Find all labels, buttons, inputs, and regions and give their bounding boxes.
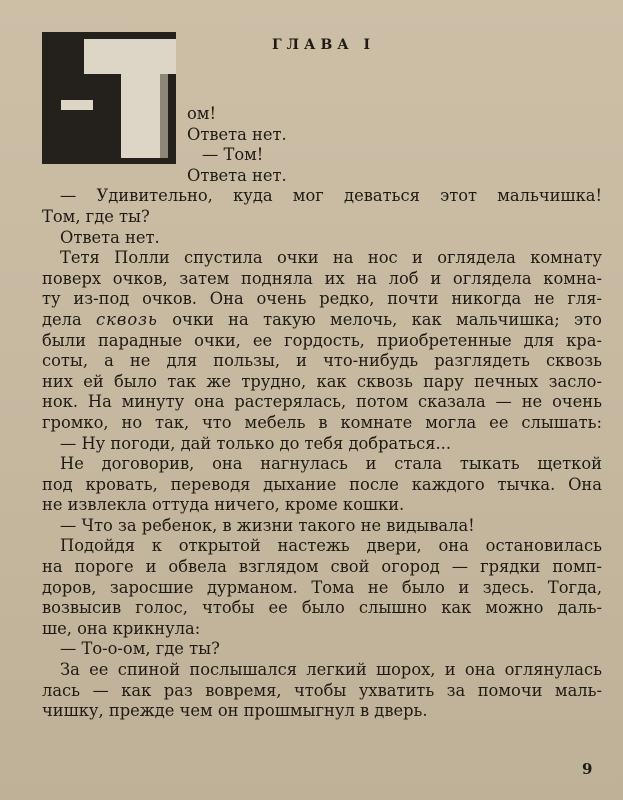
text-line: возвысив голос, чтобы ее было слышно как можно даль- bbox=[42, 598, 602, 618]
text-line: Ответа нет. bbox=[187, 124, 287, 144]
text-line: нок. На минуту она растерялась, потом сказала — не очень bbox=[42, 392, 602, 412]
text-line: За ее спиной послышался легкий шорох, и она оглянулась bbox=[60, 660, 602, 680]
text-line: — То-о-ом, где ты? bbox=[60, 639, 220, 659]
text-line: чишку, прежде чем он прошмыгнул в дверь. bbox=[42, 701, 428, 721]
text-line: — Что за ребенок, в жизни такого не видывала! bbox=[60, 515, 475, 535]
text-line: них ей было так же трудно, как сквозь пару печных засло- bbox=[42, 371, 602, 391]
page-number: 9 bbox=[582, 760, 593, 778]
text-line: не извлекла оттуда ничего, кроме кошки. bbox=[42, 495, 405, 515]
text-line: Подойдя к открытой настежь двери, она остановилась bbox=[60, 536, 602, 556]
text-line: на пороге и обвела взглядом свой огород — грядки помп- bbox=[42, 557, 602, 577]
text-line: Том, где ты? bbox=[42, 206, 150, 226]
text-line: громко, но так, что мебель в комнате могла ее слышать: bbox=[42, 412, 602, 432]
emphasized-word: сквозь bbox=[96, 309, 158, 329]
text-line: Тетя Полли спустила очки на нос и оглядела комнату bbox=[60, 248, 602, 268]
body-text bbox=[42, 104, 602, 722]
dropcap-bar-top bbox=[84, 39, 176, 74]
text-line: ом! bbox=[187, 104, 217, 123]
text-line: соты, а не для пользы, и что-нибудь разглядеть сквозь bbox=[42, 351, 602, 371]
text-line: — Удивительно, куда мог деваться этот мальчишка! bbox=[60, 186, 602, 206]
text-line: под кровать, переводя дыхание после каждого тычка. Она bbox=[42, 474, 602, 494]
text-line: — Ну погоди, дай только до тебя добраться... bbox=[60, 433, 451, 453]
text-line: доров, заросшие дурманом. Тома не было и здесь. Тогда, bbox=[42, 577, 602, 597]
text-line: лась — как раз вовремя, чтобы ухватить за помочи маль- bbox=[42, 680, 602, 700]
text-line: — Том! bbox=[202, 145, 264, 165]
text-line: дела сквозь очки на такую мелочь, как мальчишка; это bbox=[42, 309, 602, 329]
text-line: ше, она крикнула: bbox=[42, 618, 201, 638]
chapter-heading: ГЛАВА I bbox=[272, 37, 376, 53]
text-line: Ответа нет. bbox=[187, 165, 287, 185]
text-line: были парадные очки, ее гордость, приобретенные для кра- bbox=[42, 330, 602, 350]
text-line: Не договорив, она нагнулась и стала тыкать щеткой bbox=[60, 454, 602, 474]
text-line: ту из-под очков. Она очень редко, почти никогда не гля- bbox=[42, 289, 602, 309]
text-line: Ответа нет. bbox=[60, 227, 160, 247]
text-line: поверх очков, затем подняла их на лоб и оглядела комна- bbox=[42, 268, 602, 288]
